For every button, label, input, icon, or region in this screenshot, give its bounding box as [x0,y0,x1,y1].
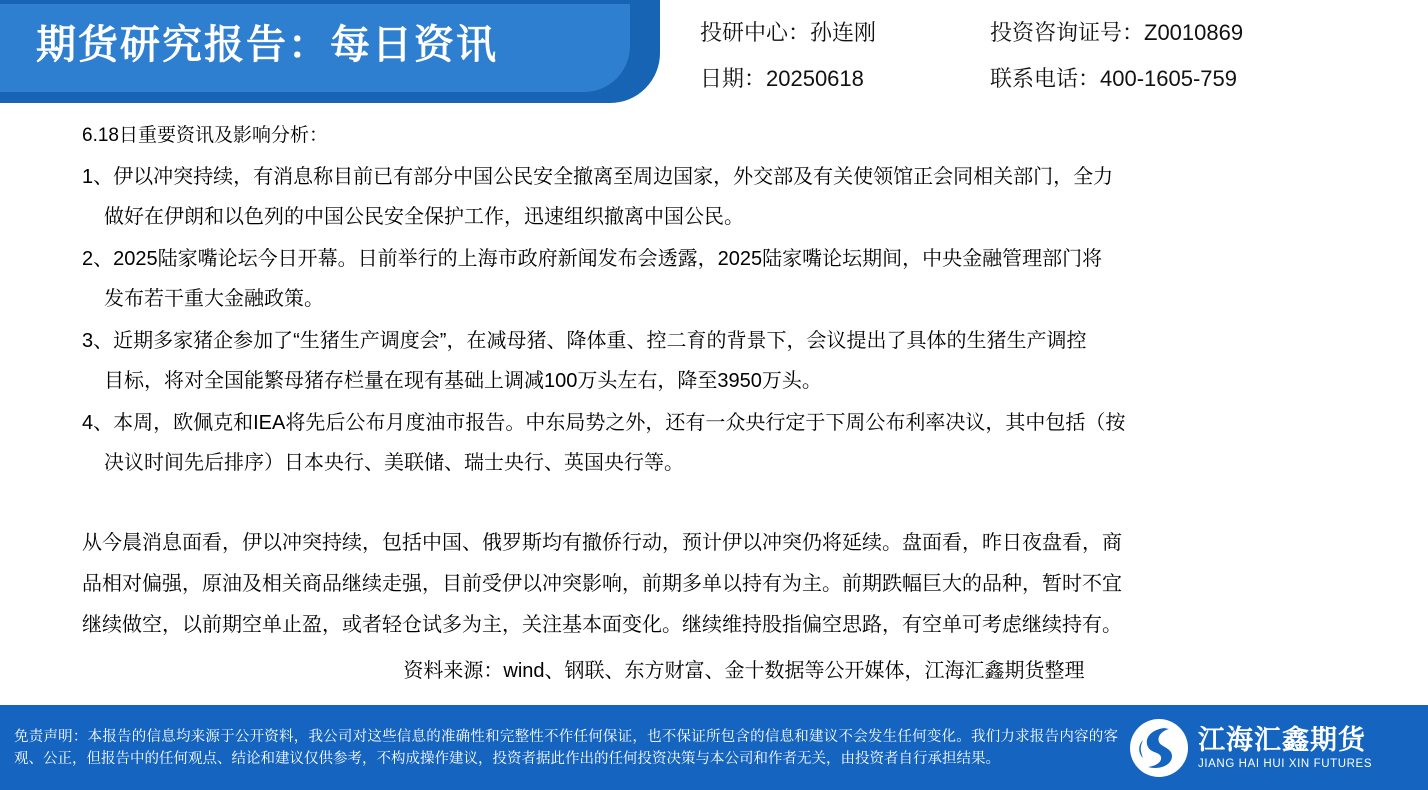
disclaimer-text: 免责声明：本报告的信息均来源于公开资料，我公司对这些信息的准确性和完整性不作任何保证，也不保证所包含的信息和建议不会发生任何变化。我们力求报告内容的客观、公正，但报告中的任何观点、结论和建议仅供参考，不构成操作建议，投资者据此作出的任何投资决策与本公司和作者无关，由投资者自行承担结果。 [14,728,1118,767]
source-note: 资料来源：wind、钢联、东方财富、金十数据等公开媒体，江海汇鑫期货整理 [403,660,1085,682]
news-item-line: 2、2025陆家嘴论坛今日开幕。日前举行的上海市政府新闻发布会透露，2025陆家嘴论坛期间，中央金融管理部门将 [82,248,1103,270]
news-item-line: 做好在伊朗和以色列的中国公民安全保护工作，迅速组织撤离中国公民。 [104,206,744,228]
summary-line: 继续做空，以前期空单止盈，或者轻仓试多为主，关注基本面变化。继续维持股指偏空思路，有空单可考虑继续持有。 [82,614,1122,636]
license-number: 投资咨询证号：Z0010869 [990,19,1244,45]
body-lead: 6.18日重要资讯及影响分析： [82,125,328,146]
news-item [82,157,1346,237]
news-item-line: 发布若干重大金融政策。 [104,288,324,310]
company-name-en: JIANG HAI HUI XIN FUTURES [1198,757,1373,770]
news-item [82,403,1346,483]
report-body [0,103,1428,703]
news-item-line: 1、伊以冲突持续，有消息称目前已有部分中国公民安全撤离至周边国家，外交部及有关使领馆正会同相关部门，全力 [82,166,1114,188]
company-brand-text [1198,724,1372,772]
analyst-label: 投研中心：孙连刚 [700,19,877,45]
contact-phone: 联系电话：400-1605-759 [990,65,1238,91]
news-item-line: 3、近期多家猪企参加了“生猪生产调度会”，在减母猪、降体重、控二育的背景下，会议提出了具体的生猪生产调控 [82,330,1087,352]
company-logo-icon [1128,717,1190,779]
summary-line: 品相对偏强，原油及相关商品继续走强，目前受伊以冲突影响，前期多单以持有为主。前期跌幅巨大的品种，暂时不宜 [82,573,1122,595]
header-title-band [0,0,660,103]
report-date: 日期：20250618 [700,65,864,91]
news-item-line: 决议时间先后排序）日本央行、美联储、瑞士央行、英国央行等。 [104,452,684,474]
page-title: 期货研究报告：每日资讯 [36,23,498,67]
news-item-line: 4、本周，欧佩克和IEA将先后公布月度油市报告。中东局势之外，还有一众央行定于下周公布利率决议，其中包括（按 [82,412,1126,434]
body-spacer [82,485,1346,523]
company-brand [1128,705,1428,790]
news-item-line: 目标，将对全国能繁母猪存栏量在现有基础上调减100万头左右，降至3950万头。 [104,370,822,392]
header-meta-row [700,54,1400,100]
news-item [82,239,1346,319]
page-footer [0,705,1428,790]
header-meta-row [700,8,1400,54]
news-item [82,321,1346,401]
company-name-cn: 江海汇鑫期货 [1198,724,1366,755]
header-meta [700,8,1400,100]
page-header [0,0,1428,103]
summary-line: 从今晨消息面看，伊以冲突持续，包括中国、俄罗斯均有撤侨行动，预计伊以冲突仍将延续。盘面看，昨日夜盘看，商 [82,532,1122,554]
